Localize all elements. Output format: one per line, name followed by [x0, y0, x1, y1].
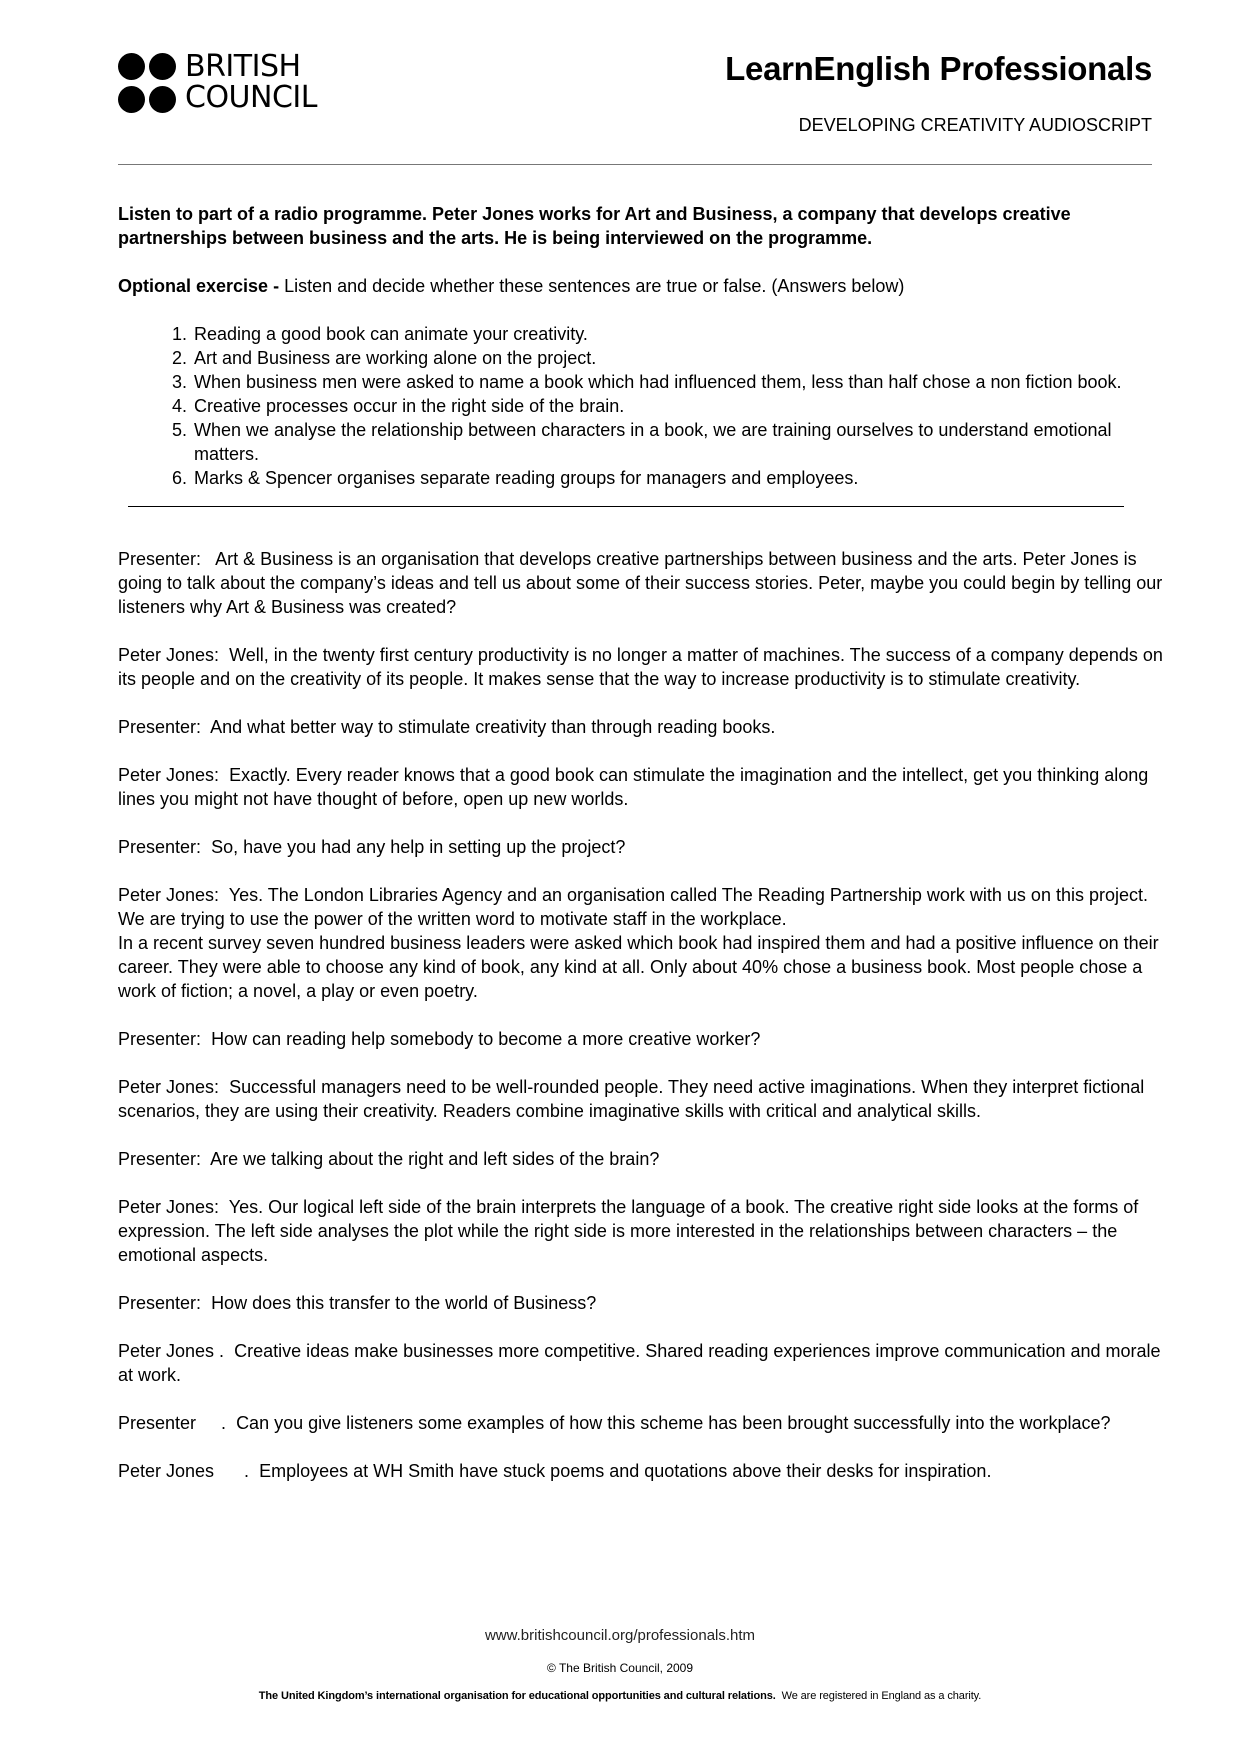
transcript-turn: [118, 1027, 1168, 1051]
question-item: 3. When business men were asked to name a book which had influenced them, less than half chose a non fiction book.: [192, 370, 1168, 394]
footer-url: www.britishcouncil.org/professionals.htm: [484, 1627, 756, 1644]
transcript-turn: [118, 1411, 1168, 1435]
question-item: 6. Marks & Spencer organises separate reading groups for managers and employees.: [192, 466, 1168, 490]
logo-line-2: COUNCIL: [185, 80, 317, 115]
transcript-turn: [118, 643, 1168, 691]
exercise-instructions: [118, 274, 1168, 298]
transcript-turn: [118, 1339, 1168, 1387]
speaker-label: Peter Jones:: [118, 765, 220, 785]
logo-dots-icon: [118, 53, 176, 113]
footer-charity-statement: [0, 1690, 1240, 1702]
site-title: LearnEnglish Professionals: [725, 50, 1152, 87]
question-item: 1. Reading a good book can animate your creativity.: [192, 322, 1168, 346]
document-subtitle: DEVELOPING CREATIVITY AUDIOSCRIPT: [798, 115, 1152, 135]
turn-text: Yes. Our logical left side of the brain interprets the language of a book. The creative right side looks at the forms of expression. The left side analyses the plot while the right side is more interested in the relationships between characters – the emotional aspects.: [118, 1197, 1139, 1265]
footer-copyright: © The British Council, 2009: [546, 1661, 694, 1675]
speaker-label: Presenter .: [118, 1413, 227, 1433]
transcript-turn: [118, 1075, 1168, 1123]
turn-text-continued: In a recent survey seven hundred business leaders were asked which book had inspired them and had a positive influence on their career. They were able to choose any kind of book, any kind at all. Only about 40% chose a business book. Most people chose a work of fiction; a novel, a play or even poetry.: [118, 933, 1159, 1001]
turn-text: Successful managers need to be well-rounded people. They need active imaginations. When they interpret fictional scenarios, they are using their creativity. Readers combine imaginative skills with critical and analytical skills.: [118, 1077, 1145, 1121]
speaker-label: Presenter:: [118, 1029, 202, 1049]
header-divider: [118, 164, 1152, 165]
turn-text: Yes. The London Libraries Agency and an organisation called The Reading Partnership work with us on this project. We are trying to use the power of the written word to motivate staff in the workplace.: [118, 885, 1148, 929]
transcript-turn: [118, 763, 1168, 811]
question-item: 5. When we analyse the relationship between characters in a book, we are training ourselves to understand emotional matters.: [192, 418, 1168, 466]
turn-text: And what better way to stimulate creativity than through reading books.: [210, 717, 776, 737]
turn-text: Well, in the twenty first century productivity is no longer a matter of machines. The success of a company depends on its people and on the creativity of its people. It makes sense that the way to increase productivity is to stimulate creativity.: [118, 645, 1163, 689]
logo-line-1: BRITISH: [185, 49, 301, 84]
question-list: [118, 322, 1168, 490]
intro-paragraph: Listen to part of a radio programme. Peter Jones works for Art and Business, a company that develops creative partnerships between business and the arts. He is being interviewed on the programme.: [118, 204, 1071, 248]
turn-text: Can you give listeners some examples of how this scheme has been brought successfully into the workplace?: [236, 1413, 1111, 1433]
question-item: 2. Art and Business are working alone on the project.: [192, 346, 1168, 370]
british-council-logo: [118, 49, 317, 115]
speaker-label: Peter Jones:: [118, 645, 220, 665]
transcript-turn: [118, 835, 1168, 859]
document-body: [118, 202, 1168, 1507]
transcript-turn: [118, 547, 1168, 619]
turn-text: Exactly. Every reader knows that a good book can stimulate the imagination and the intellect, get you thinking along lines you might not have thought of before, open up new worlds.: [118, 765, 1149, 809]
speaker-label: Presenter:: [118, 1293, 202, 1313]
transcript-turn: [118, 1291, 1168, 1315]
section-divider: [128, 506, 1124, 507]
speaker-label: Presenter:: [118, 1149, 202, 1169]
speaker-label: Peter Jones .: [118, 1341, 225, 1361]
exercise-instruction-text: Listen and decide whether these sentences are true or false. (Answers below): [284, 276, 905, 296]
turn-text: How can reading help somebody to become a more creative worker?: [211, 1029, 761, 1049]
turn-text: Are we talking about the right and left sides of the brain?: [210, 1149, 660, 1169]
turn-text: Creative ideas make businesses more competitive. Shared reading experiences improve communication and morale at work.: [118, 1341, 1161, 1385]
footer-charity-rest: We are registered in England as a charity.: [781, 1690, 982, 1702]
speaker-label: Presenter:: [118, 837, 202, 857]
speaker-label: Presenter:: [118, 549, 202, 569]
speaker-label: Peter Jones .: [118, 1461, 250, 1481]
speaker-label: Peter Jones:: [118, 1077, 220, 1097]
turn-text: So, have you had any help in setting up the project?: [211, 837, 626, 857]
speaker-label: Peter Jones:: [118, 885, 220, 905]
footer-charity-bold: The United Kingdom’s international organisation for educational opportunities and cultural relations.: [258, 1690, 776, 1702]
transcript-turn: [118, 1459, 1168, 1483]
speaker-label: Peter Jones:: [118, 1197, 220, 1217]
turn-text: Art & Business is an organisation that develops creative partnerships between business and the arts. Peter Jones is going to talk about the company’s ideas and tell us about some of their success stories. Peter, maybe you could begin by telling our listeners why Art & Business was created?: [118, 549, 1163, 617]
transcript-turn: [118, 715, 1168, 739]
exercise-label: Optional exercise -: [118, 276, 280, 296]
transcript-turn: [118, 883, 1168, 1003]
transcript: [118, 547, 1168, 1483]
transcript-turn: [118, 1147, 1168, 1171]
question-item: 4. Creative processes occur in the right side of the brain.: [192, 394, 1168, 418]
speaker-label: Presenter:: [118, 717, 202, 737]
turn-text: Employees at WH Smith have stuck poems and quotations above their desks for inspiration.: [259, 1461, 992, 1481]
logo-wordmark: [185, 49, 317, 115]
transcript-turn: [118, 1195, 1168, 1267]
turn-text: How does this transfer to the world of Business?: [211, 1293, 597, 1313]
